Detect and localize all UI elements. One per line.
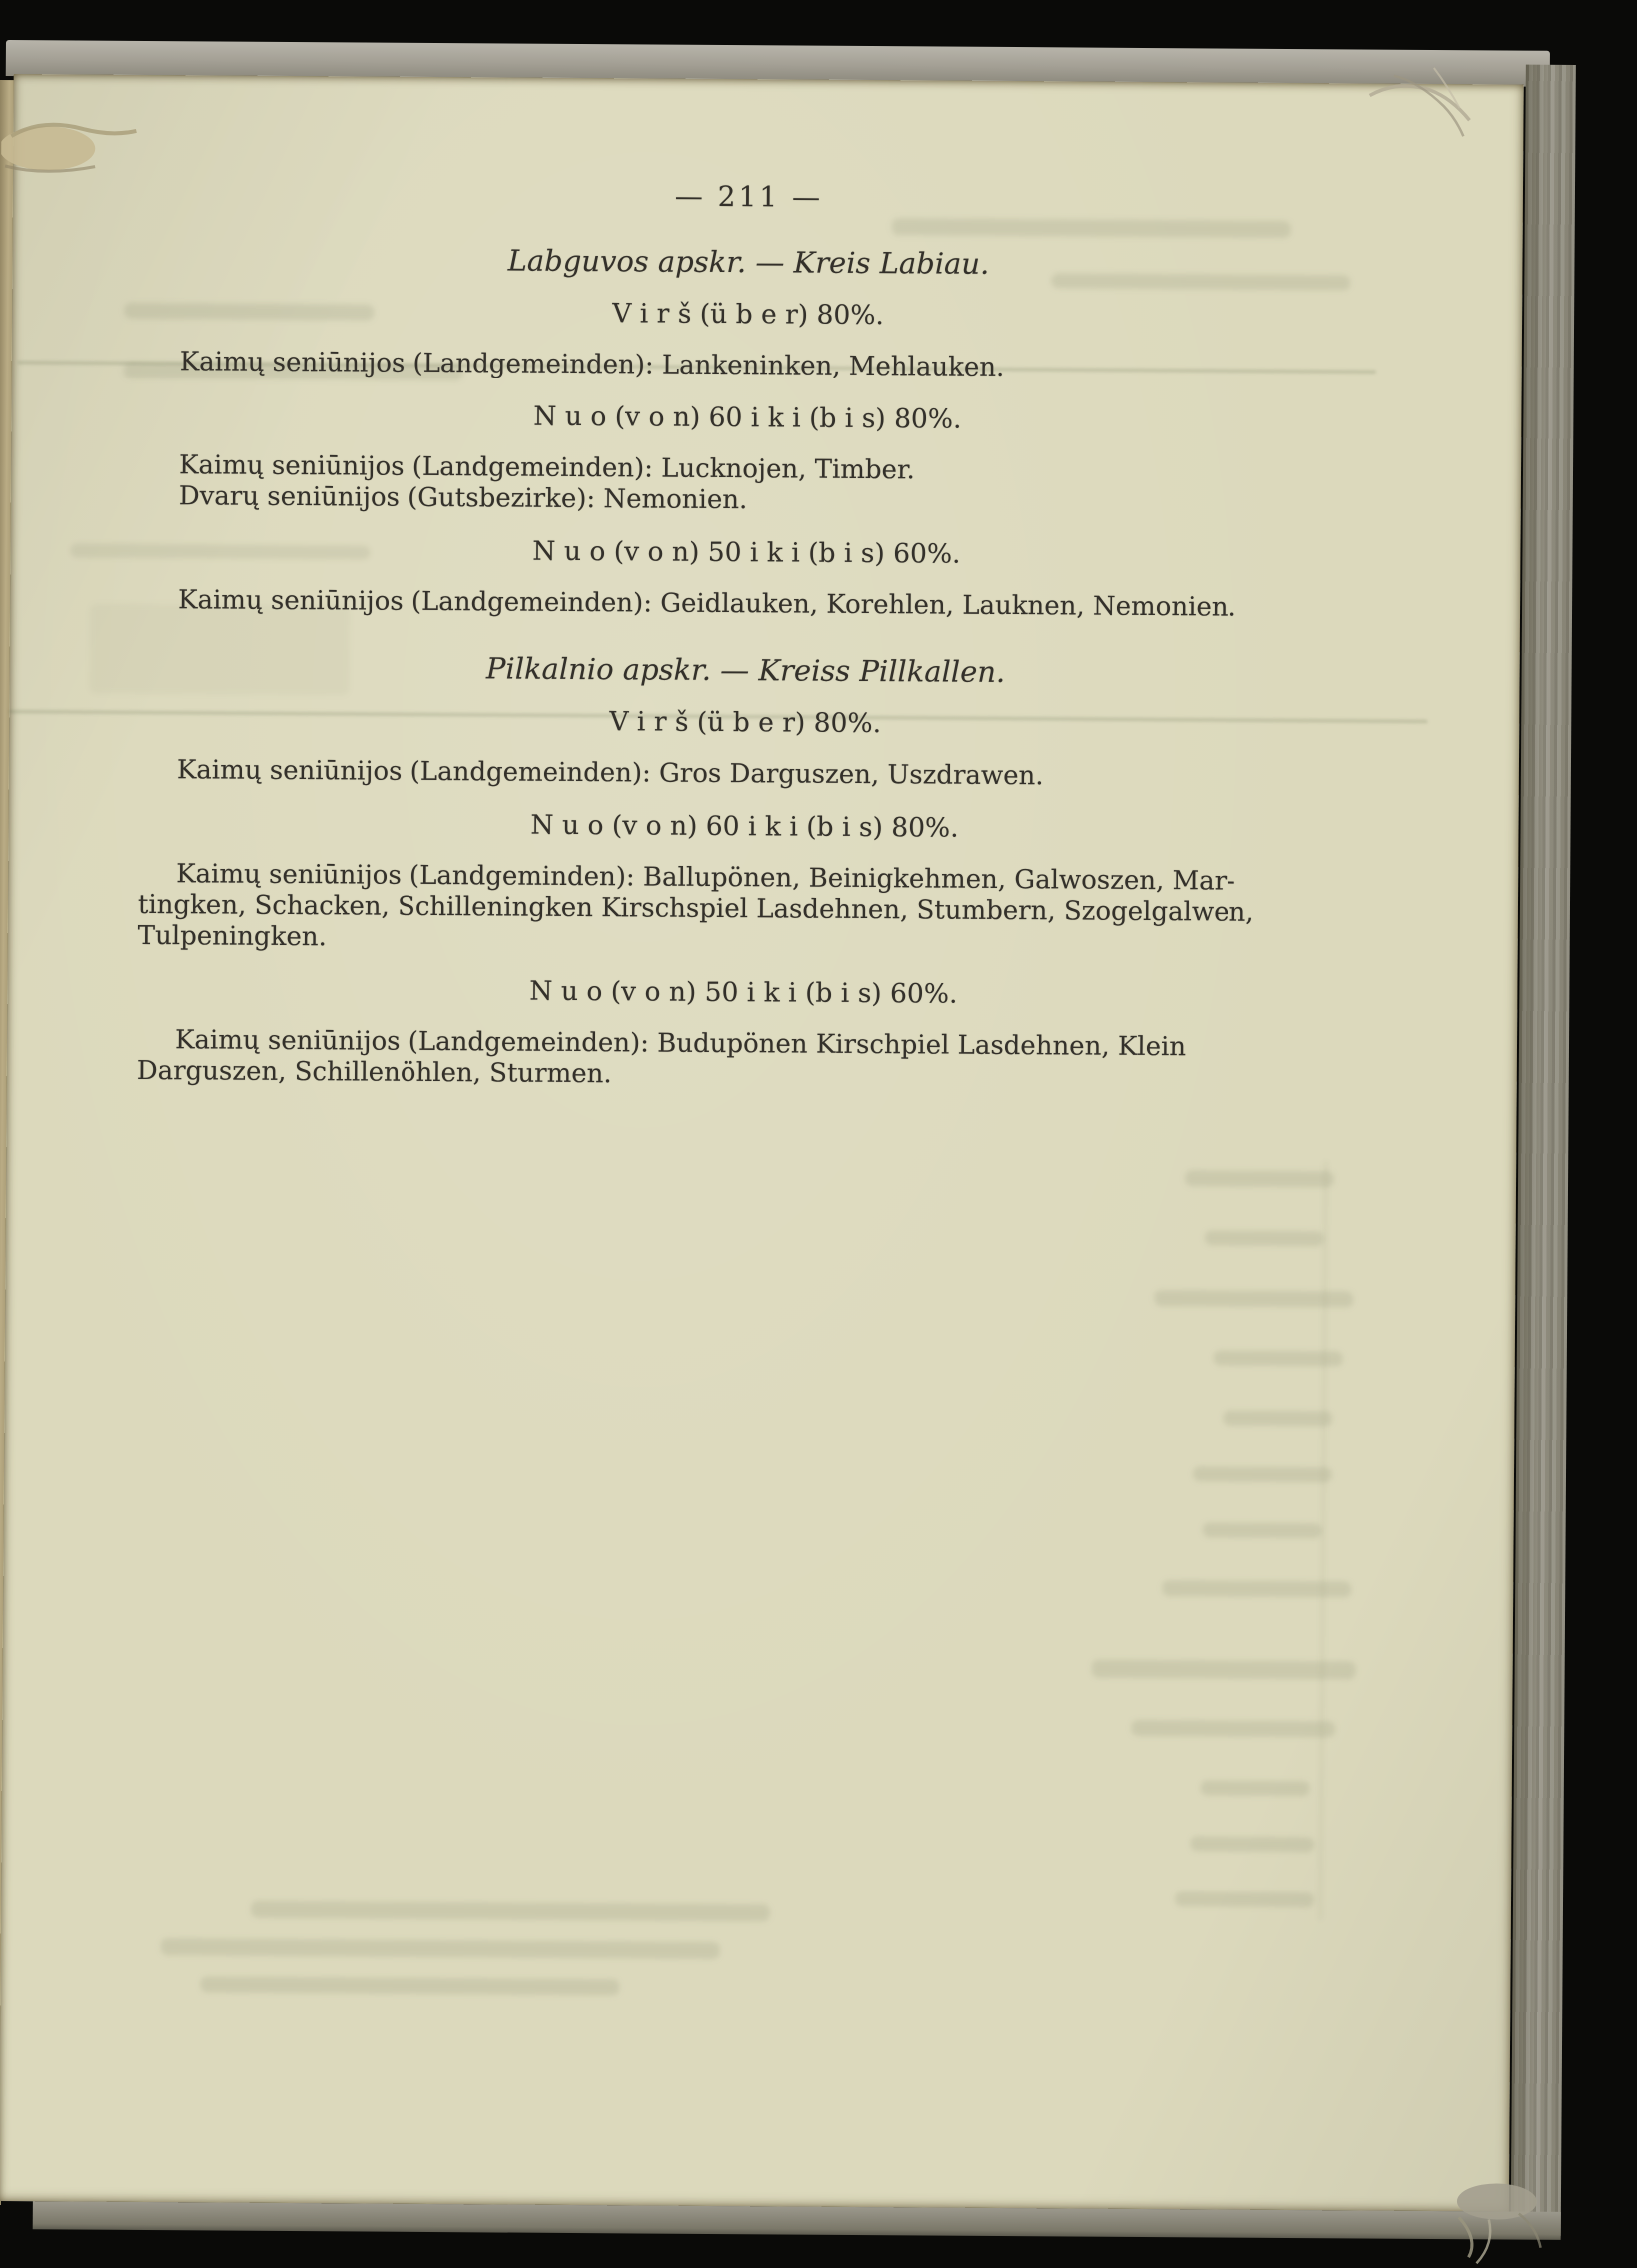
body-line: Kaimų seniūnijos (Landgemeinden): Lankeninken, Mehlauken.: [179, 347, 1005, 382]
body-line: Tulpeningken.: [137, 920, 327, 953]
section-heading: Labguvos apskr. — Kreis Labiau.: [507, 243, 990, 281]
paragraph: [139, 755, 1351, 794]
section-pilkalnio: [137, 650, 1352, 1095]
threshold-heading: N u o (v o n) 60 i k i (b i s) 80%.: [530, 809, 959, 844]
bleedthrough-smudge: [1201, 1780, 1310, 1796]
bleedthrough-smudge: [1092, 1660, 1356, 1680]
bleedthrough-smudge: [1214, 1350, 1343, 1366]
bleedthrough-smudge: [1203, 1522, 1322, 1538]
bleedthrough-smudge: [1131, 1720, 1335, 1737]
body-line: Kaimų seniūnijos (Landgemeinden): Gros Darguszen, Uszdrawen.: [176, 755, 1044, 792]
threshold-heading: V i r š (ü b e r) 80%.: [612, 298, 885, 332]
body-line: Kaimų seniūnijos (Landgeminden): Ballupönen, Beinigkehmen, Galwoszen, Mar-: [176, 859, 1236, 897]
threshold-heading: V i r š (ü b e r) 80%.: [609, 706, 882, 740]
paragraph: [140, 585, 1352, 624]
body-line: Kaimų seniūnijos (Landgemeinden): Budupönen Kirschpiel Lasdehnen, Klein: [174, 1025, 1187, 1063]
body-line: Kaimų seniūnijos (Landgemeinden): Lucknojen, Timber.: [178, 450, 915, 486]
bleedthrough-smudge: [1185, 1170, 1334, 1187]
body-line: Kaimų seniūnijos (Landgemeinden): Geidlauken, Korehlen, Lauknen, Nemonien.: [177, 585, 1236, 623]
text-block: [137, 177, 1355, 1095]
paragraph: [141, 450, 1353, 520]
threshold-heading: N u o (v o n) 60 i k i (b i s) 80%.: [533, 400, 962, 435]
section-heading: Pilkalnio apskr. — Kreiss Pillkallen.: [485, 651, 1006, 689]
section-labguvos: [140, 242, 1355, 624]
body-line: Dvarų seniūnijos (Gutsbezirke): Nemonien.: [178, 481, 748, 516]
paragraph: [138, 859, 1351, 960]
bleedthrough-smudge: [1205, 1230, 1324, 1246]
bleedthrough-smudge: [1162, 1580, 1351, 1597]
book-page: [0, 74, 1524, 2212]
body-line: Darguszen, Schillenöhlen, Sturmen.: [136, 1055, 612, 1090]
bleedthrough-smudge: [161, 1938, 720, 1959]
bleedthrough-smudge: [1223, 1411, 1332, 1427]
threshold-heading: N u o (v o n) 50 i k i (b i s) 60%.: [529, 975, 958, 1010]
bleedthrough-smudge: [1319, 1161, 1327, 1920]
book: [0, 40, 1576, 2240]
paragraph: [137, 1025, 1349, 1095]
paragraph: [142, 347, 1354, 385]
bleedthrough-smudge: [1154, 1290, 1353, 1307]
threshold-heading: N u o (v o n) 50 i k i (b i s) 60%.: [532, 535, 961, 570]
bleedthrough-smudge: [251, 1901, 770, 1922]
body-line: tingken, Schacken, Schilleningken Kirschspiel Lasdehnen, Stumbern, Szogelgalwen,: [137, 889, 1254, 928]
bleedthrough-smudge: [1175, 1891, 1314, 1907]
bleedthrough-smudge: [200, 1976, 619, 1995]
bleedthrough-smudge: [1190, 1836, 1314, 1852]
bleedthrough-smudge: [1193, 1466, 1332, 1482]
page-number: — 211 —: [674, 179, 824, 214]
